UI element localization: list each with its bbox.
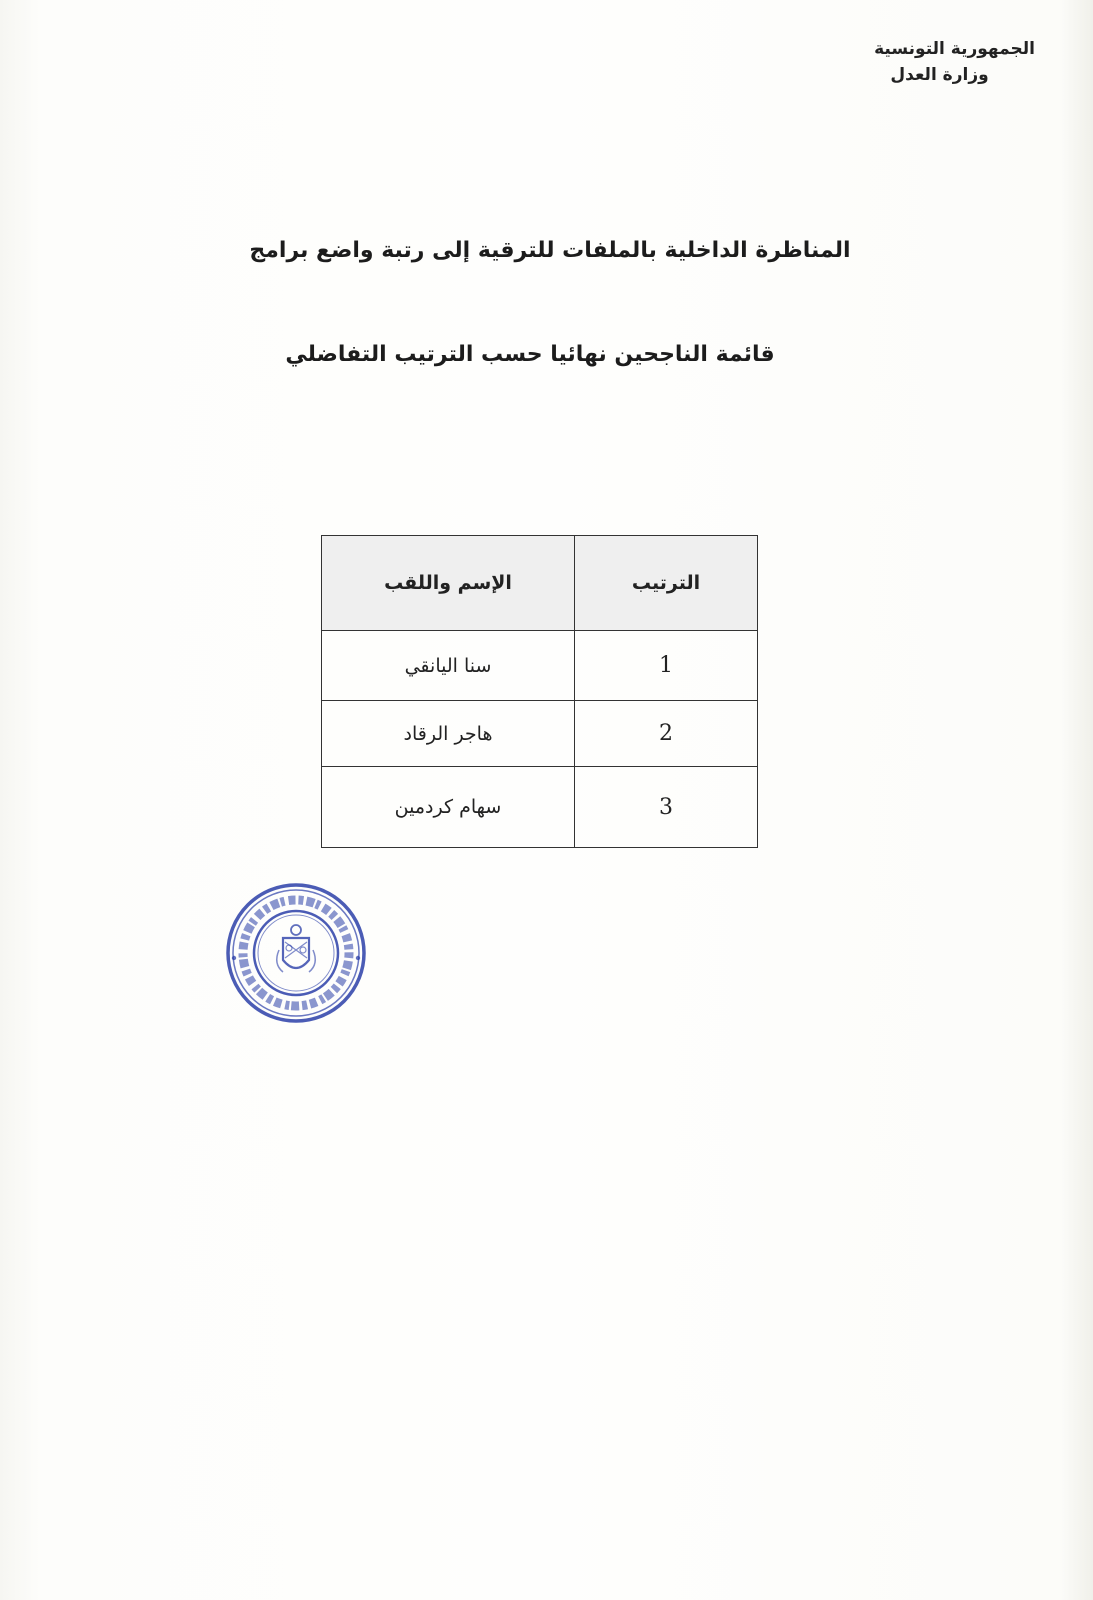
country-name: الجمهورية التونسية bbox=[874, 39, 1035, 59]
rank-cell: 2 bbox=[575, 701, 758, 767]
rank-cell: 1 bbox=[575, 631, 758, 701]
name-cell: سنا اليانقي bbox=[322, 631, 575, 701]
table-row bbox=[322, 701, 758, 767]
name-cell: سهام كردمين bbox=[322, 767, 575, 848]
table-header-row bbox=[322, 536, 758, 631]
name-column-header: الإسم واللقب bbox=[322, 536, 575, 631]
rank-cell: 3 bbox=[575, 767, 758, 848]
results-table bbox=[321, 535, 758, 848]
stamp-seal-icon bbox=[223, 880, 370, 1027]
name-cell: هاجر الرقاد bbox=[322, 701, 575, 767]
rank-column-header: الترتيب bbox=[575, 536, 758, 631]
ministry-name: وزارة العدل bbox=[890, 65, 989, 85]
table-row bbox=[322, 631, 758, 701]
table-row bbox=[322, 767, 758, 848]
official-stamp bbox=[223, 880, 370, 1027]
document-title: المناظرة الداخلية بالملفات للترقية إلى رتبة واضع برامج bbox=[249, 238, 851, 263]
document-subtitle: قائمة الناجحين نهائيا حسب الترتيب التفاضلي bbox=[285, 342, 775, 367]
letterhead bbox=[874, 36, 1035, 88]
